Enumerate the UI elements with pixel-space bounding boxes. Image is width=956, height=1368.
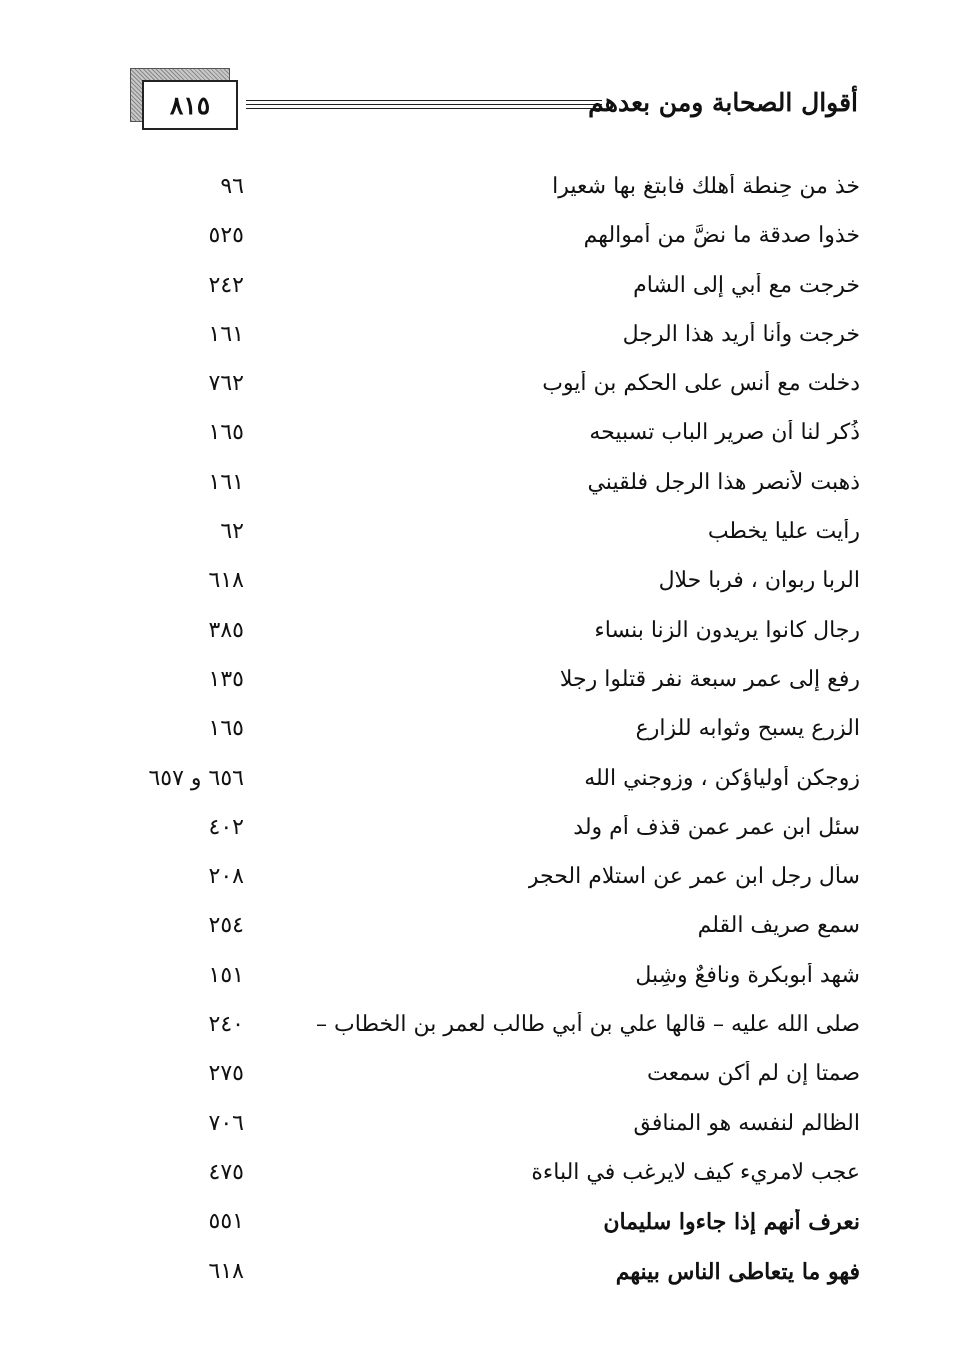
header-rule: [246, 100, 602, 112]
entry-text: عجب لامريء كيف لايرغب في الباءة: [531, 1159, 860, 1185]
entry-page: ١٦١: [208, 321, 244, 347]
index-row: [0, 168, 956, 217]
index-row: [0, 760, 956, 809]
entry-page: ٦١٨: [208, 1258, 244, 1284]
entry-page: ٢٧٥: [208, 1061, 244, 1087]
index-row: [0, 1203, 956, 1252]
index-row: [0, 1105, 956, 1154]
index-row: [0, 1253, 956, 1302]
entry-page: ٢٠٨: [208, 864, 244, 890]
page-number-box: [130, 68, 240, 132]
index-row: [0, 809, 956, 858]
entry-page: ٦٥٦ و ٦٥٧: [148, 765, 244, 791]
index-row: [0, 907, 956, 956]
entry-page: ٣٨٥: [208, 617, 244, 643]
entry-text: سمع صريف القلم: [697, 913, 860, 939]
entry-text: فهو ما يتعاطى الناس بينهم: [615, 1258, 860, 1285]
entry-text: الربا ربوان ، فربا حلال: [658, 568, 860, 594]
entry-page: ١٦٥: [208, 716, 244, 742]
index-row: [0, 1154, 956, 1203]
entry-page: ٧٦٢: [208, 371, 244, 397]
entry-text: ذُكر لنا أن صرير الباب تسبيحه: [589, 420, 860, 446]
index-row: [0, 710, 956, 759]
index-row: [0, 612, 956, 661]
entry-page: ٢٤٠: [208, 1012, 244, 1038]
entry-text: خذ من حِنطة أهلك فابتغِ بها شعيرا: [552, 174, 860, 199]
entry-page: ٢٤٢: [208, 272, 244, 298]
entry-text: الظالم لنفسه هو المنافق: [633, 1110, 860, 1136]
entry-page: ٦١٨: [208, 568, 244, 594]
entry-page: ١٣٥: [208, 666, 244, 692]
index-row: [0, 1006, 956, 1055]
entry-text: رجال كانوا يريدون الزنا بنساء: [594, 617, 860, 643]
entry-text: خرجت مع أبي إلى الشام: [633, 272, 860, 298]
entry-text: ذهبت لأنصر هذا الرجل فلقيني: [587, 469, 860, 495]
entry-page: ٥٢٥: [208, 223, 244, 249]
entry-text: زوجكن أولياؤكن ، وزوجني الله: [584, 765, 860, 791]
entry-text: نعرف أنهم إذا جاءوا سليمان: [603, 1209, 860, 1236]
index-row: [0, 661, 956, 710]
entry-text: الزرع يسبح وثوابه للزارع: [635, 716, 860, 742]
entry-page: ٦٢: [220, 519, 244, 545]
index-row: [0, 267, 956, 316]
entry-page: ٥٥١: [208, 1209, 244, 1235]
entry-text: رفع إلى عمر سبعة نفر قتلوا رجلا: [559, 666, 860, 692]
entry-text: سأل رجل ابن عمر عن استلام الحجر: [527, 864, 860, 890]
entry-page: ١٦٥: [208, 420, 244, 446]
index-row: [0, 316, 956, 365]
entry-text: رأيت عليا يخطب: [707, 519, 860, 545]
entry-text: خذوا صدقة ما نضَّ من أموالهم: [583, 223, 860, 249]
entry-page: ٤٧٥: [208, 1159, 244, 1185]
index-row: [0, 1055, 956, 1104]
index-row: [0, 464, 956, 513]
index-list: [0, 168, 956, 1302]
entry-text: صمتا إن لم أكن سمعت: [646, 1061, 860, 1087]
index-row: [0, 513, 956, 562]
index-row: [0, 414, 956, 463]
page-title: أقوال الصحابة ومن بعدهم: [588, 88, 858, 117]
entry-text: خرجت وأنا أريد هذا الرجل: [622, 321, 860, 347]
entry-page: ١٦١: [208, 469, 244, 495]
entry-page: ٩٦: [220, 174, 244, 199]
entry-page: ٤٠٢: [208, 814, 244, 840]
index-row: [0, 957, 956, 1006]
entry-page: ١٥١: [208, 962, 244, 988]
index-row: [0, 365, 956, 414]
index-row: [0, 562, 956, 611]
entry-page: ٧٠٦: [208, 1110, 244, 1136]
entry-page: ٢٥٤: [208, 913, 244, 939]
page-number: ٨١٥: [142, 80, 238, 130]
entry-text: سئل ابن عمر عمن قذف أم ولد: [573, 814, 860, 840]
entry-text: دخلت مع أنس على الحكم بن أيوب: [542, 371, 860, 397]
index-row: [0, 217, 956, 266]
entry-text: شهد أبوبكرة ونافعٌ وشِبل: [635, 962, 860, 988]
index-row: [0, 858, 956, 907]
entry-text: صلى الله عليه – قالها علي بن أبي طالب لعمر بن الخطاب –: [316, 1012, 860, 1038]
